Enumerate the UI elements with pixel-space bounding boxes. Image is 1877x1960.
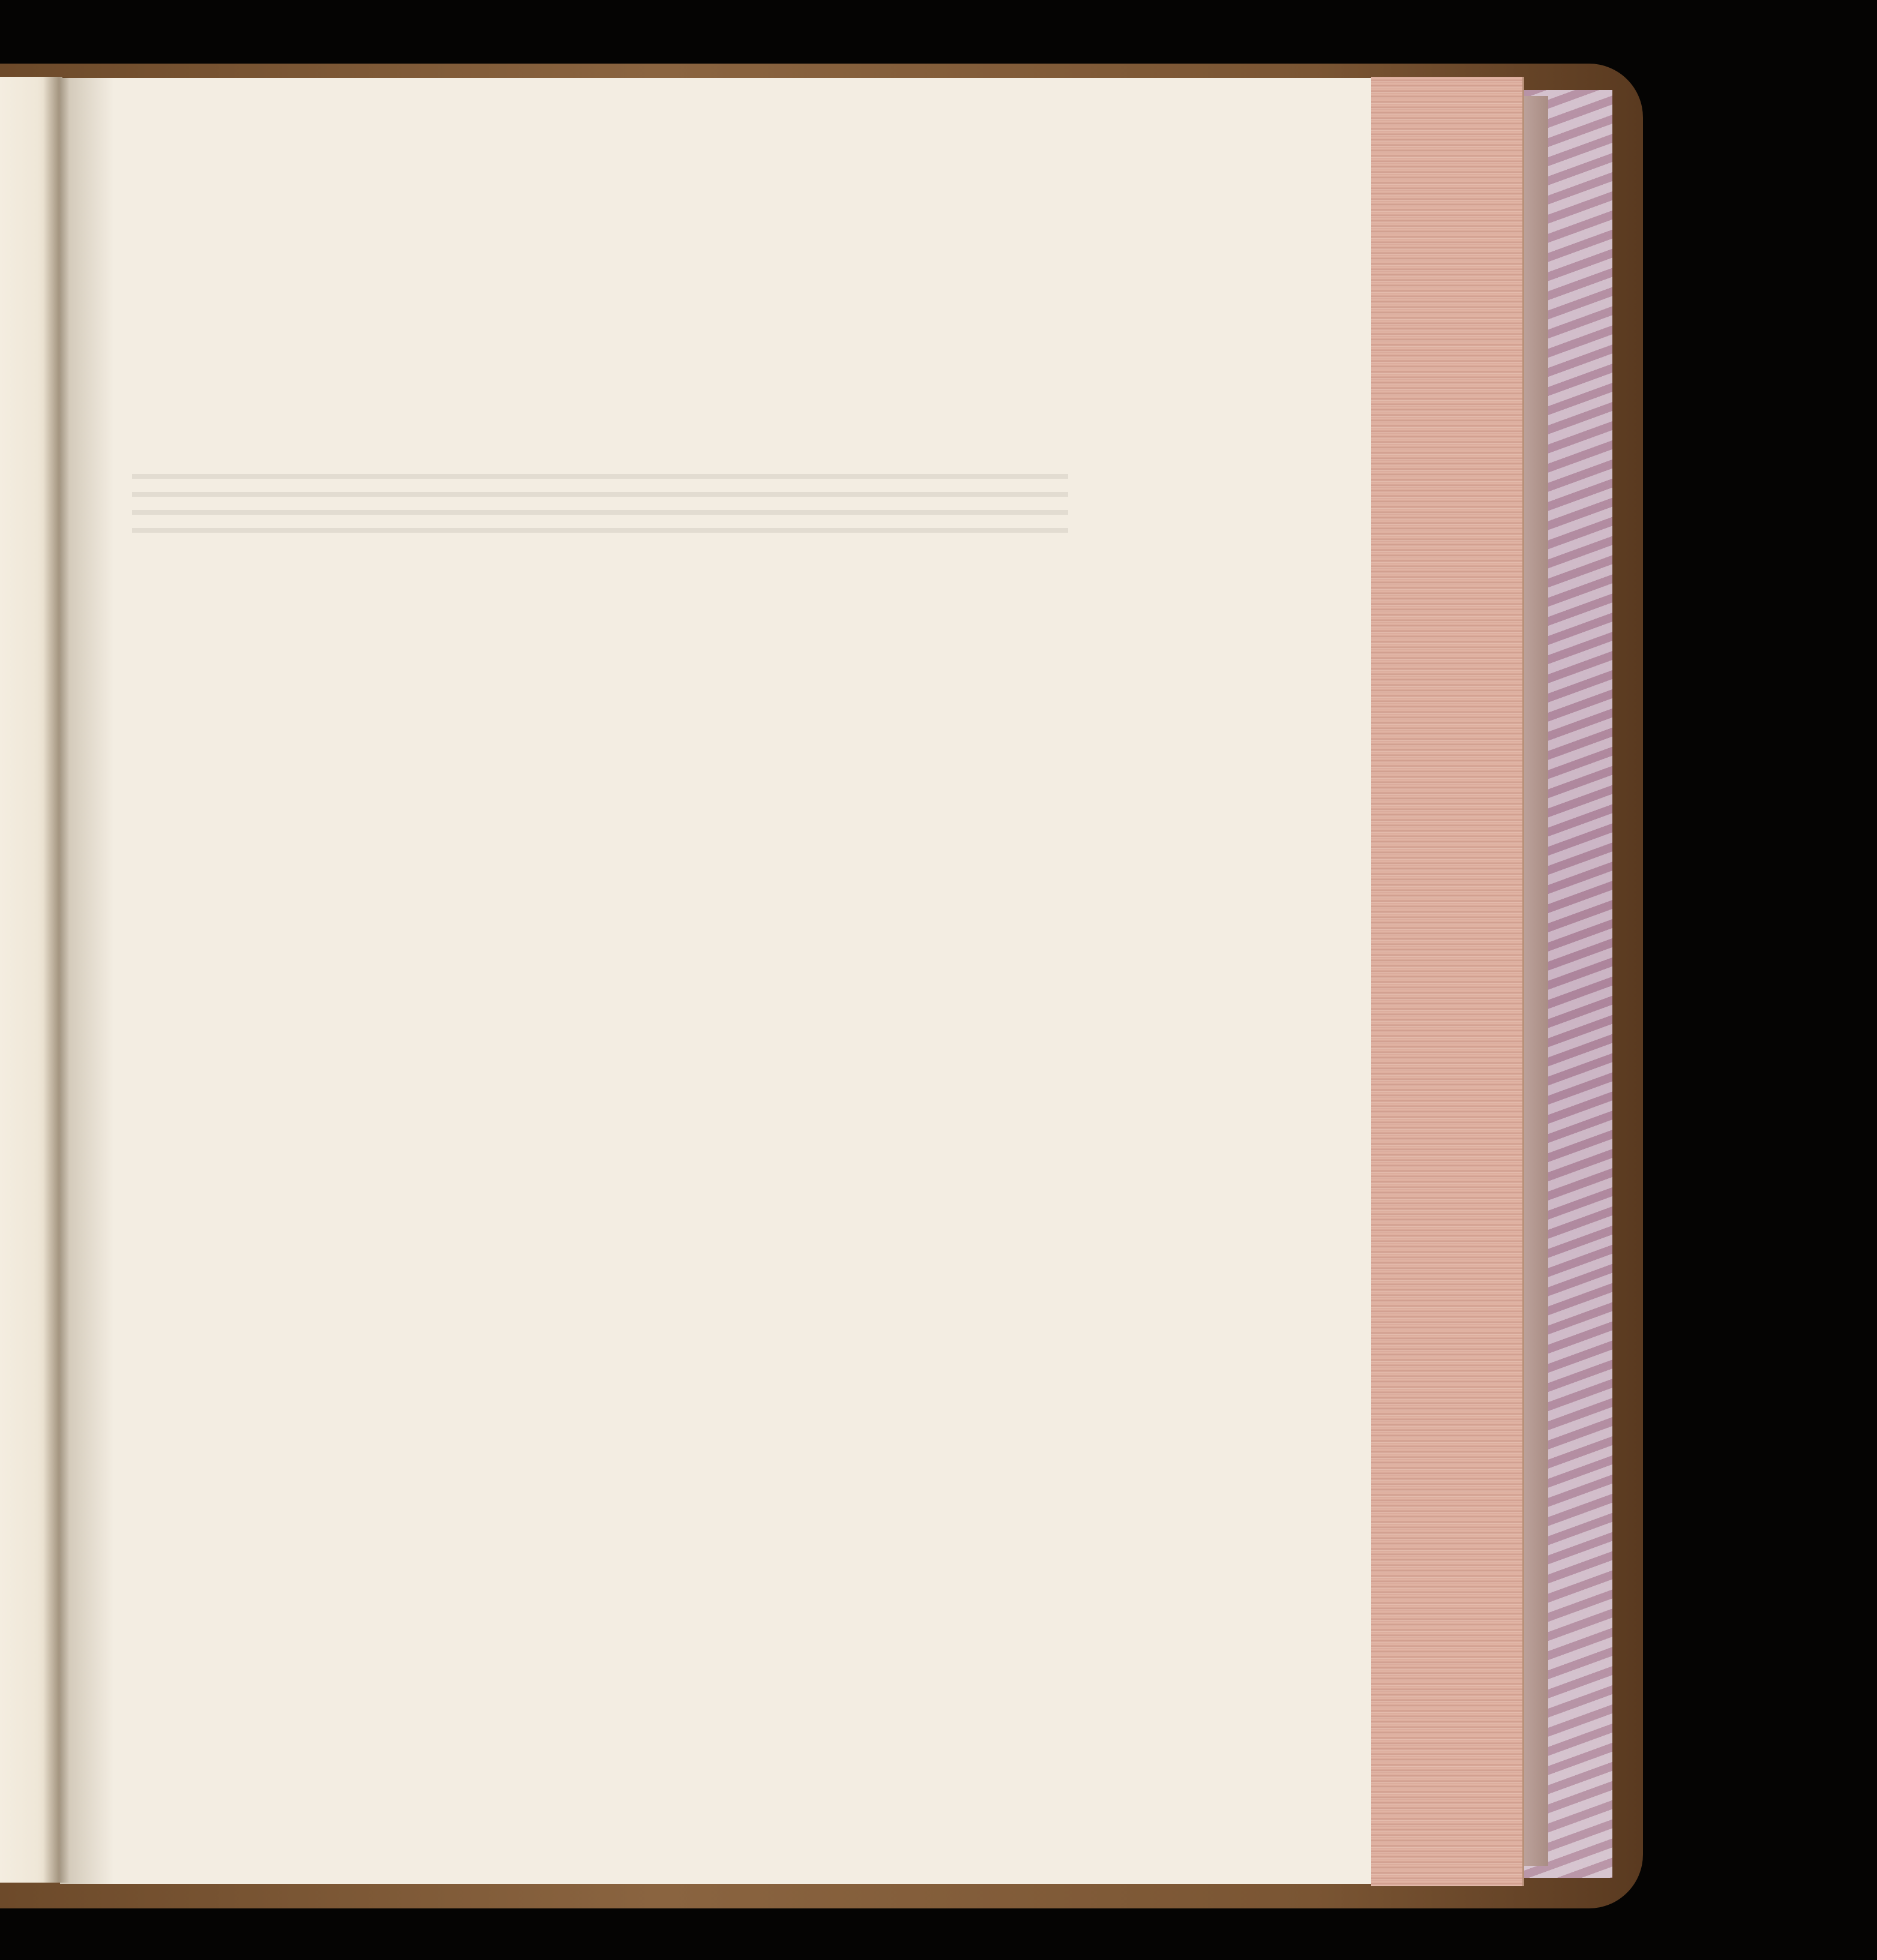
book-page	[60, 78, 1371, 1884]
show-through-text	[132, 474, 1068, 546]
page-shadow	[60, 78, 114, 1884]
book-fore-edge	[1371, 77, 1524, 1886]
